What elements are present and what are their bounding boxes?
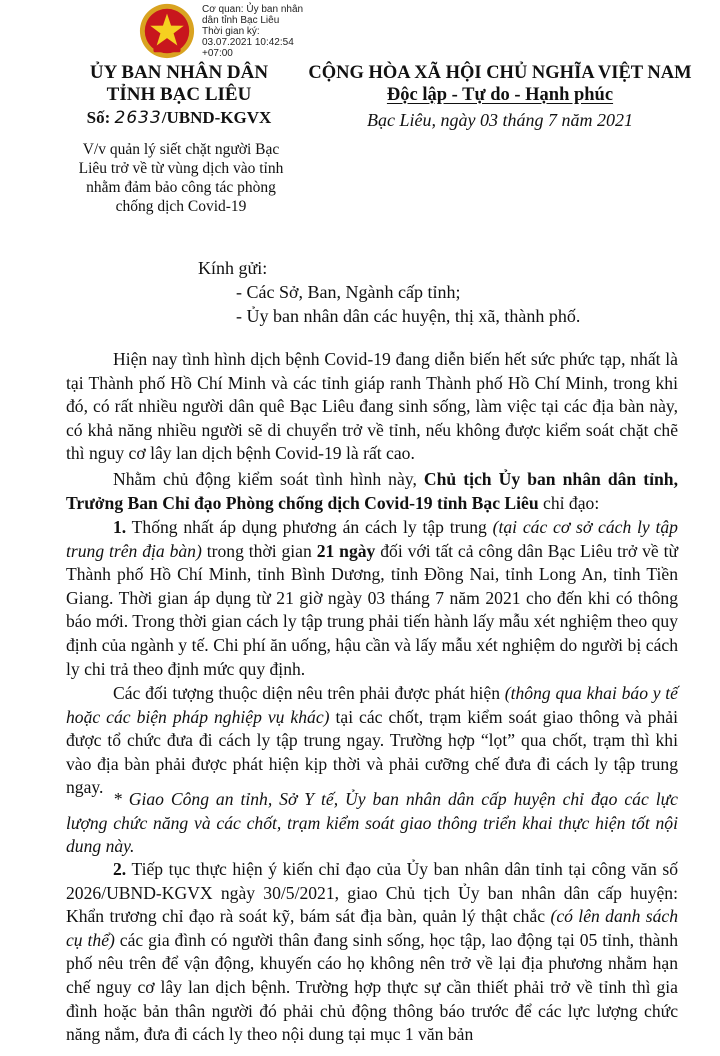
- paragraph-bold-text: 21 ngày: [316, 540, 376, 561]
- paragraph-text: Hiện nay tình hình dịch bệnh Covid-19 đang diễn biến hết sức phức tạp, nhất là tại Thành phố Hồ Chí Minh và các tỉnh giáp ranh Thành phố Hồ Chí Minh, trong khi đó, có rất nhiều người dân quê Bạc Liêu đang sinh sống, làm việc tại các địa bàn này, có khả năng nhiều người sẽ di chuyển trở về tỉnh, nếu không được kiểm soát chặt chẽ thì nguy cơ lây lan dịch bệnh Covid-19 là rất cao.: [66, 349, 678, 464]
- paragraph-text: trong thời gian: [201, 540, 317, 561]
- national-motto: Độc lập - Tự do - Hạnh phúc: [386, 85, 614, 105]
- body-paragraph-3: [66, 516, 678, 681]
- digital-signature-info: [202, 4, 352, 59]
- body-paragraph-4: [66, 682, 678, 800]
- greeting: Kính gửi:: [198, 258, 268, 278]
- paragraph-italic-text: (tại các cơ sở cách ly tập trung trên địa bàn): [66, 517, 678, 561]
- document-date: Bạc Liêu, ngày 03 tháng 7 năm 2021: [367, 110, 633, 130]
- document-number-suffix: /UBND-KGVX: [161, 108, 272, 127]
- recipient-line: - Ủy ban nhân dân các huyện, thị xã, thành phố.: [236, 306, 581, 326]
- subject-line: chống dịch Covid-19: [115, 198, 247, 215]
- body-paragraph-6: [66, 858, 678, 1047]
- document-number-handwritten: 2633: [114, 108, 162, 128]
- paragraph-text: Các đối tượng thuộc diện nêu trên phải được phát hiện: [113, 683, 505, 703]
- paragraph-italic-text: (thông qua khai báo y tế hoặc các biện pháp nghiệp vụ khác): [66, 683, 678, 727]
- paragraph-bold-text: Chủ tịch Ủy ban nhân dân tỉnh, Trưởng Ban Chỉ đạo Phòng chống dịch Covid-19 tỉnh Bạc Liêu: [66, 469, 678, 513]
- paragraph-text: các gia đình có người thân đang sinh sống, học tập, lao động tại 05 tỉnh, thành phố nêu trên để vận động, khuyến cáo họ không nên trở về lại địa phương nhằm hạn chế nguy cơ lây lan dịch bệnh. Trường hợp thực sự cần thiết phải trở về tỉnh thì gia đình hoặc bản thân người đó phải chủ động thông báo trước để các lực lượng chức năng nắm, đưa đi cách ly theo nội dung tại mục 1 văn bản: [66, 929, 678, 1045]
- item-number: 1.: [113, 517, 127, 537]
- paragraph-text: chỉ đạo:: [538, 492, 600, 513]
- paragraph-italic-text: * Giao Công an tỉnh, Sở Y tế, Ủy ban nhân dân cấp huyện chỉ đạo các lực lượng chức năng và các chốt, trạm kiểm soát giao thông triển khai thực hiện tốt nội dung này.: [66, 789, 678, 857]
- document-number-prefix: Số:: [86, 108, 115, 127]
- national-emblem-icon: [138, 2, 196, 60]
- recipient-line: - Các Sở, Ban, Ngành cấp tỉnh;: [236, 282, 461, 302]
- signature-line: dân tỉnh Bạc Liêu: [202, 15, 280, 26]
- body-paragraph-1: [66, 348, 678, 466]
- paragraph-italic-text: (có lên danh sách cụ thể): [66, 906, 678, 950]
- paragraph-text: Tiếp tục thực hiện ý kiến chỉ đạo của Ủy ban nhân dân tỉnh tại công văn số 2026/UBND-KGVX ngày 30/5/2021, giao Chủ tịch Ủy ban nhân dân cấp huyện: Khẩn trương chỉ đạo rà soát kỹ, bám sát địa bàn, quản lý thật chắc: [66, 859, 678, 927]
- org-name-line1: ỦY BAN NHÂN DÂN: [89, 62, 269, 83]
- signature-line: Cơ quan: Ủy ban nhân: [202, 4, 304, 15]
- body-paragraph-2: [66, 468, 678, 515]
- signature-line: Thời gian ký:: [202, 26, 260, 37]
- signature-line: +07:00: [202, 48, 233, 59]
- signature-line: 03.07.2021 10:42:54: [202, 37, 294, 48]
- body-paragraph-5: [66, 788, 678, 859]
- paragraph-text: Thống nhất áp dụng phương án cách ly tập trung: [126, 517, 493, 537]
- document-subject: [66, 140, 296, 216]
- subject-line: nhằm đảm bảo công tác phòng: [86, 179, 276, 196]
- national-header: [300, 62, 700, 106]
- org-name-line2: TỈNH BẠC LIÊU: [106, 84, 252, 105]
- paragraph-text: đối với tất cả công dân Bạc Liêu trở về từ Thành phố Hồ Chí Minh, tỉnh Bình Dương, tỉnh Đồng Nai, tỉnh Long An, tỉnh Tiền Giang. Thời gian áp dụng từ 21 giờ ngày 03 tháng 7 năm 2021 cho đến khi có thông báo mới. Trong thời gian cách ly tập trung phải tiến hành lấy mẫu xét nghiệm theo quy định của ngành y tế. Chi phí ăn uống, hậu cần và lấy mẫu xét nghiệm do người bị cách ly chi trả theo định mức quy định.: [66, 540, 678, 679]
- issuing-organization: [84, 62, 274, 106]
- subject-line: Liêu trở về từ vùng dịch vào tỉnh: [78, 160, 284, 177]
- paragraph-text: Nhằm chủ động kiểm soát tình hình này,: [113, 469, 424, 489]
- subject-line: V/v quản lý siết chặt người Bạc: [82, 141, 280, 158]
- paragraph-text: tại các chốt, trạm kiểm soát giao thông và phải được tổ chức đưa đi cách ly tập trung ngay. Trường hợp “lọt” qua chốt, trạm thì khi vào địa bàn phải được phát hiện kịp thời và phải cưỡng chế đưa đi cách ly tập trung ngay.: [66, 706, 678, 798]
- document-number: [84, 108, 274, 128]
- country-name: CỘNG HÒA XÃ HỘI CHỦ NGHĨA VIỆT NAM: [308, 63, 692, 83]
- item-number: 2.: [113, 859, 127, 879]
